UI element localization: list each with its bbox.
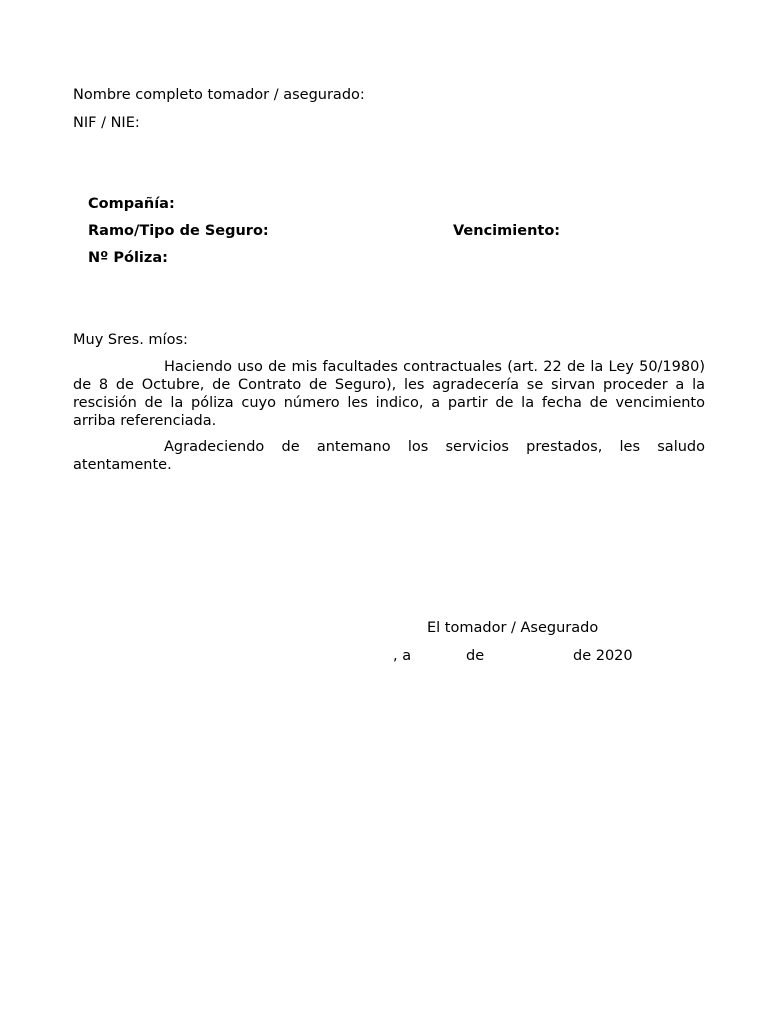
date-year: de 2020 — [573, 648, 633, 664]
signer-label: El tomador / Asegurado — [427, 620, 599, 636]
branch-label: Ramo/Tipo de Seguro: — [88, 223, 269, 239]
body-paragraph-2: Agradeciendo de antemano los servicios prestados, les saludo atentamente. — [73, 439, 705, 473]
company-label: Compañía: — [88, 196, 175, 212]
body-paragraph-1: Haciendo uso de mis facultades contractuales (art. 22 de la Ley 50/1980) de 8 de Octubre, de Contrato de Seguro), les agradecería se sirvan proceder a la rescisión de la póliza cuyo número les indico, a partir de la fecha de vencimiento arriba referenciada. — [73, 359, 705, 429]
date-de: de — [466, 648, 485, 664]
name-label: Nombre completo tomador / asegurado: — [73, 87, 365, 103]
policy-number-label: Nº Póliza: — [88, 250, 168, 266]
nif-label: NIF / NIE: — [73, 115, 140, 131]
greeting: Muy Sres. míos: — [73, 332, 188, 348]
expiry-label: Vencimiento: — [453, 223, 561, 239]
date-comma-a: , a — [393, 648, 412, 664]
